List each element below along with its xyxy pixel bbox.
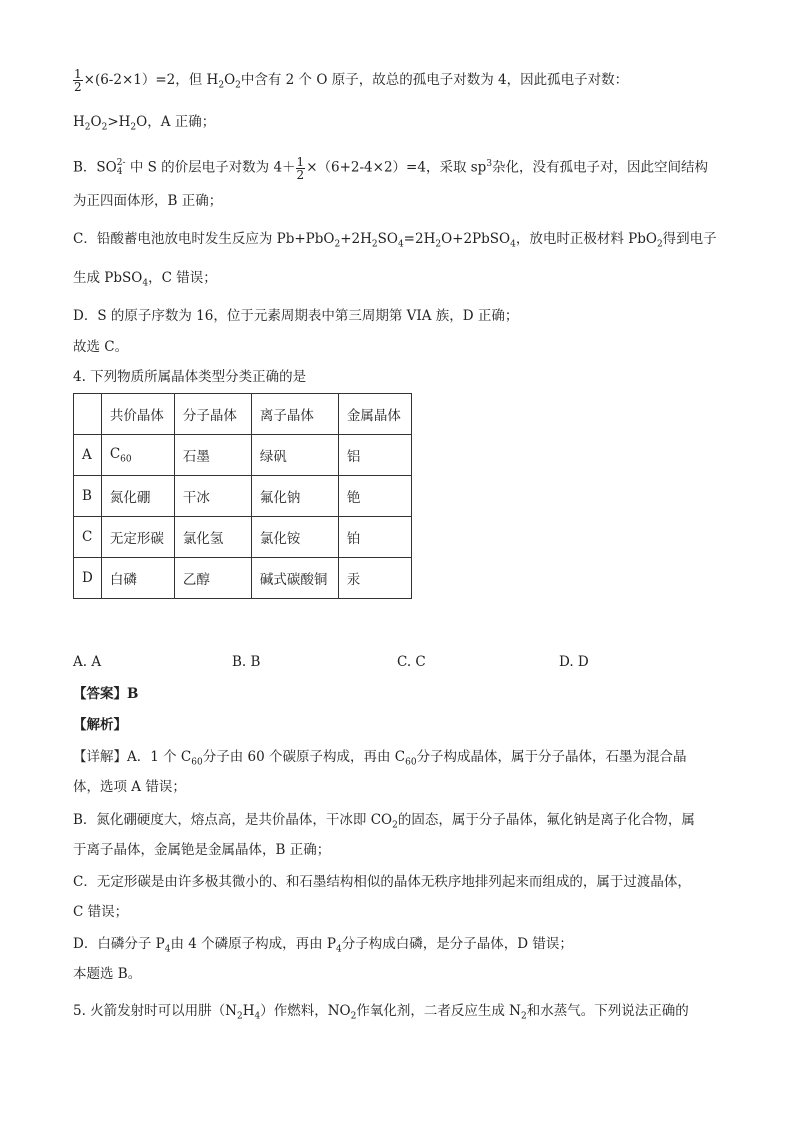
text-line: 故选 C。 (73, 339, 129, 355)
table-cell: 铯 (338, 476, 411, 517)
table-cell: C (74, 517, 102, 558)
question-4: 4. 下列物质所属晶体类型分类正确的是 (73, 369, 307, 385)
fraction: $\frac{1}{2}$ (296, 154, 305, 182)
table-cell: 石墨 (174, 435, 251, 476)
table-cell: 氮化硼 (101, 476, 174, 517)
table-cell: 无定形碳 (101, 517, 174, 558)
fraction: $\frac{1}{2}$ (74, 67, 82, 94)
text-line: 【详解】A．1 个 $C_{60}$分子由 60 个碳原子构成，再由 $C_{60}$分子构成晶体，属于分子晶体，石墨为混合晶 (73, 749, 687, 768)
table-cell: D (74, 558, 102, 599)
text-line: 为正四面体形，B 正确； (73, 193, 223, 209)
table-header-cell: 金属晶体 (338, 394, 411, 435)
table-row (74, 558, 412, 599)
table-cell: 汞 (338, 558, 411, 599)
table-cell: 碱式碳酸铜 (251, 558, 338, 599)
option-b: B. B (232, 654, 261, 670)
table-cell: $C_{60}$ (101, 435, 174, 476)
text-line: 体，选项 A 错误； (73, 779, 186, 795)
text-line: 生成 PbSO$_4$，C 错误； (73, 270, 217, 289)
answer-label: 【答案】B (73, 686, 139, 702)
table-cell: 绿矾 (251, 435, 338, 476)
table-cell: 氯化铵 (251, 517, 338, 558)
table-header-cell: 分子晶体 (174, 394, 251, 435)
text-line: D．S 的原子序数为 16，位于元素周期表中第三周期第 VIA 族，D 正确； (73, 308, 519, 324)
table-cell: 铝 (338, 435, 411, 476)
option-c: C. C (397, 654, 426, 670)
table-cell: 乙醇 (174, 558, 251, 599)
table-cell: A (74, 435, 102, 476)
table-header-row (74, 394, 412, 435)
text-line: B．氮化硼硬度大，熔点高，是共价晶体，干冰即 $CO_2$的固态，属于分子晶体，氟化钠是离子化合物，属 (73, 812, 695, 831)
text-line: $\frac{1}{2}$ ×(6-2×1）=2，但 $H_2O_2$中含有 2 个 O 原子，故总的孤电子对数为 4，因此孤电子对数： (74, 67, 629, 94)
text-line: D．白磷分子 $P_4$由 4 个磷原子构成，再由 $P_4$分子构成白磷，是分子晶体，D 错误； (73, 936, 573, 955)
table-cell: B (74, 476, 102, 517)
text-line: 于离子晶体，金属铯是金属晶体，B 正确； (73, 842, 331, 858)
text-line: 本题选 B。 (73, 966, 142, 982)
table-header-cell: 共价晶体 (101, 394, 174, 435)
table-header-cell: 离子晶体 (251, 394, 338, 435)
text-line: C．铅酸蓄电池放电时发生反应为 $Pb+PbO_2+2H_2SO_4=2H_2O+2PbSO_4$，放电时正极材料 PbO$_2$得到电子 (73, 231, 717, 250)
text-line: $H_2O_2>H_2O$，A 正确； (73, 114, 216, 133)
table-cell: 干冰 (174, 476, 251, 517)
analysis-label: 【解析】 (73, 717, 127, 733)
table-cell: 氯化氢 (174, 517, 251, 558)
table-cell: 铂 (338, 517, 411, 558)
text-line: B．SO 2- 4 中 S 的价层电子对数为 4＋ $\frac{1}{2}$ ×（6+2-4×2）=4，采取 $sp^3$杂化，没有孤电子对，因此空间结构 (73, 154, 709, 182)
table-row (74, 435, 412, 476)
crystal-type-table (73, 393, 412, 599)
table-row (74, 517, 412, 558)
table-cell: 氟化钠 (251, 476, 338, 517)
text-line: C 错误； (73, 904, 129, 920)
question-5: 5. 火箭发射时可以用肼$(N_2H_4)$作燃料，$NO_2$作氧化剂，二者反应生成 $N_2$和水蒸气。下列说法正确的 (73, 1003, 689, 1022)
table-cell: 白磷 (101, 558, 174, 599)
text-line: C．无定形碳是由许多极其微小的、和石墨结构相似的晶体无秩序地排列起来而组成的，属于过渡晶体， (73, 874, 691, 890)
table-header-cell (74, 394, 102, 435)
option-a: A. A (73, 654, 102, 670)
table-row (74, 476, 412, 517)
option-d: D. D (559, 654, 589, 670)
